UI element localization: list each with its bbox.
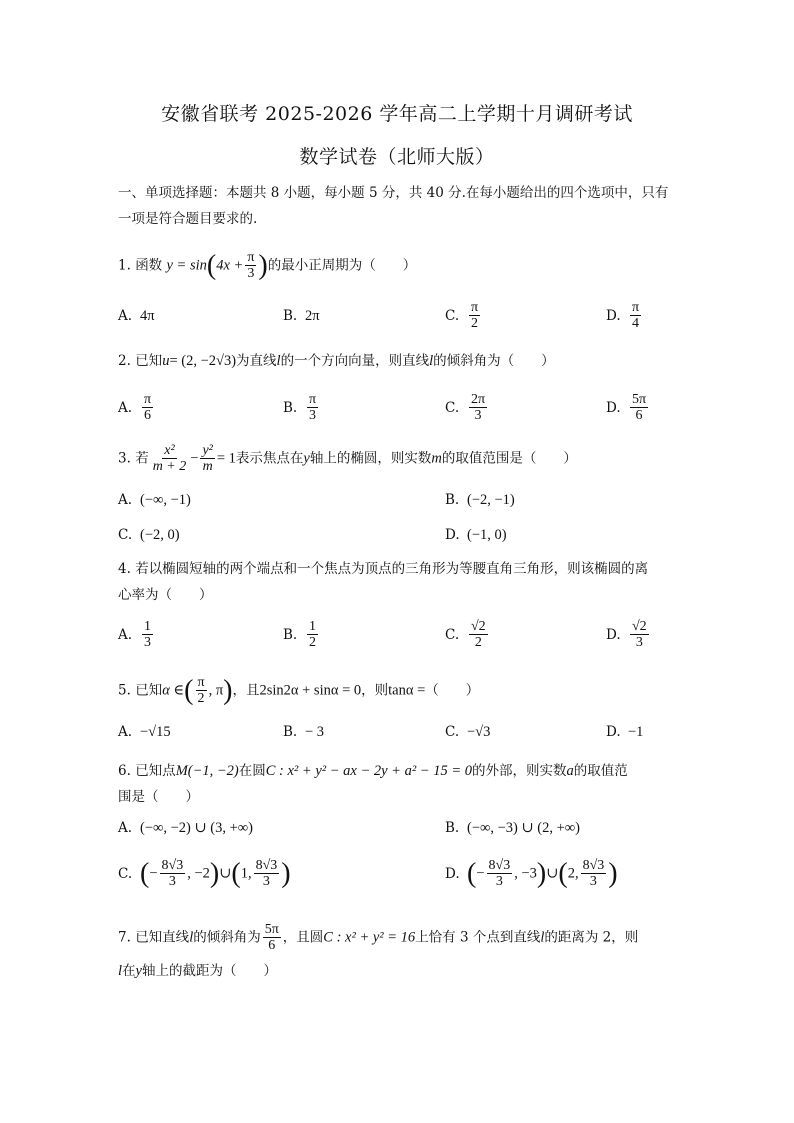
q6-option-b[interactable]: B. (−∞, −3) ∪ (2, +∞) <box>445 820 580 836</box>
question-7-line2: l在y轴上的截距为（ ） <box>118 963 277 979</box>
question-number: 6. <box>118 763 131 779</box>
question-number: 7. <box>118 929 131 946</box>
q4-option-a[interactable]: A. $\frac{1}{3}$ <box>118 619 151 650</box>
q6-option-a[interactable]: A. (−∞, −2) ∪ (3, +∞) <box>118 820 253 836</box>
q6-option-d[interactable]: D. (− $\frac{8√3}{3}$ , −3)∪(2, $\frac{8√3}{3}$ ) <box>445 858 618 889</box>
q2-option-d[interactable]: D. $\frac{5\pi}{6}$ <box>606 392 647 423</box>
q5-option-c[interactable]: C. −√3 <box>445 724 491 740</box>
q1-option-c[interactable]: C. $\frac{\pi}{2}$ <box>445 300 479 331</box>
q4-option-b[interactable]: B. $\frac{1}{2}$ <box>283 619 316 650</box>
q4-option-d[interactable]: D. $\frac{√2}{3}$ <box>606 619 647 650</box>
q5-option-b[interactable]: B. − 3 <box>283 724 325 740</box>
q1-option-d[interactable]: D. $\frac{\pi}{4}$ <box>606 300 640 331</box>
fraction: $\frac{\pi}{3}$ <box>247 250 255 281</box>
question-7: 7. 已知直线l的倾斜角为 $\frac{5\pi}{6}$ ，且圆C : x² + y² = 16上恰有 3 个点到直线l的距离为 2，则 <box>118 922 639 953</box>
q3-option-d[interactable]: D. (−1, 0) <box>445 527 507 543</box>
q2-option-c[interactable]: C. $\frac{2\pi}{3}$ <box>445 392 486 423</box>
q5-option-a[interactable]: A. −√15 <box>118 724 171 740</box>
question-number: 5. <box>118 682 131 699</box>
question-number: 1. <box>118 257 131 274</box>
section-instructions: 一、单项选择题：本题共 8 小题，每小题 5 分，共 40 分.在每小题给出的四个选项中，只有一项是符合题目要求的. <box>118 185 669 227</box>
q5-option-d[interactable]: D. −1 <box>606 724 644 740</box>
exam-title: 安徽省联考 2025-2026 学年高二上学期十月调研考试 <box>161 103 633 125</box>
q3-option-c[interactable]: C. (−2, 0) <box>118 527 180 543</box>
question-4: 4. 若以椭圆短轴的两个端点和一个焦点为顶点的三角形为等腰直角三角形，则该椭圆的离 心率为（ ） <box>118 561 649 603</box>
q1-option-a[interactable]: A. 4π <box>118 308 155 324</box>
question-number: 3. <box>118 450 131 467</box>
q2-option-a[interactable]: A. $\frac{\pi}{6}$ <box>118 392 152 423</box>
q6-option-c[interactable]: C. (− $\frac{8√3}{3}$ , −2)∪(1, $\frac{8√3}{3}$ ) <box>118 858 291 889</box>
question-6: 6. 已知点M(−1, −2)在圆C : x² + y² − ax − 2y + a² − 15 = 0的外部，则实数a的取值范 围是（ ） <box>118 763 628 805</box>
q2-option-b[interactable]: B. $\frac{\pi}{3}$ <box>283 392 317 423</box>
question-5: 5. 已知α ∈( $\frac{\pi}{2}$ , π)，且2sin2α + sinα = 0，则tanα =（ ） <box>118 675 480 706</box>
q3-option-b[interactable]: B. (−2, −1) <box>445 492 515 508</box>
question-2: 2. 已知u= (2, −2√3)为直线l的一个方向向量，则直线l的倾斜角为（ ） <box>118 353 555 369</box>
question-number: 2. <box>118 353 131 369</box>
question-3: 3. 若 $\frac{\text{x²}}{m + 2}$ − $\frac{\text{y²}}{m}$ = 1表示焦点在y轴上的椭圆，则实数m的取值范围是（ ） <box>118 443 577 474</box>
q3-option-a[interactable]: A. (−∞, −1) <box>118 492 191 508</box>
exam-subtitle: 数学试卷（北师大版） <box>299 146 495 168</box>
q4-option-c[interactable]: C. $\frac{√2}{2}$ <box>445 619 486 650</box>
question-1: 1. 函数 y = sin(4x + $\frac{\pi}{3}$ )的最小正周期为（ ） <box>118 250 417 281</box>
question-number: 4. <box>118 561 131 577</box>
q1-option-b[interactable]: B. 2π <box>283 308 320 324</box>
vector-u: u <box>162 353 170 369</box>
